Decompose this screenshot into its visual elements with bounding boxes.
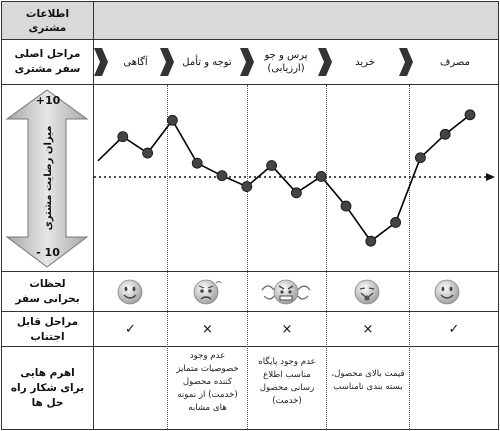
avoidable-mark-consumption: ✓ — [448, 321, 460, 337]
stage-label-consumption: مصرف — [440, 56, 470, 68]
stage-label-purchase: خرید — [355, 56, 375, 68]
stage-label-awareness: آگاهی — [123, 56, 148, 68]
avoidable-mark-purchase: × — [362, 321, 374, 337]
avoidable-mark-consideration: × — [202, 321, 213, 337]
worried-face-icon — [194, 280, 221, 304]
avoidable-mark-inquiry: × — [281, 321, 293, 337]
customer-info-title: اطلاعات مشتری — [25, 7, 70, 34]
smile-face-icon — [435, 280, 459, 304]
crying-face-icon — [355, 280, 379, 304]
stage-label-consideration: توجه و تأمل — [182, 56, 232, 68]
satisfaction-axis-label: میزان رضایت مشتری — [42, 125, 54, 231]
avoidable-row-label: مراحل قابل اجتناب — [16, 315, 79, 343]
lever-note-consideration: عدم وجود خصوصیات متمایز کننده محصول (خدمت) از نمونه های مشابه — [176, 351, 239, 413]
scale-bottom-label: - 10 — [36, 245, 60, 259]
smile-face-icon — [118, 280, 142, 304]
lever-note-purchase: قیمت بالای محصول، بسته بندی نامناسب — [331, 369, 405, 392]
lever-note-inquiry: عدم وجود پایگاه مناسب اطلاع رسانی محصول (خدمت) — [258, 357, 316, 406]
avoidable-mark-awareness: ✓ — [125, 321, 136, 337]
moments-row-label: لحظات بحرانی سفر — [15, 278, 80, 305]
scale-top-label: +10 — [35, 93, 61, 107]
stage-label-inquiry: پرس و جو (ارزیابی) — [264, 50, 308, 74]
angry-face-icon — [262, 280, 310, 304]
stages-row-label: مراحل اصلی سفر مشتری — [14, 48, 81, 75]
levers-row-label: اهرم هایی برای شکار راه حل ها — [10, 366, 85, 409]
